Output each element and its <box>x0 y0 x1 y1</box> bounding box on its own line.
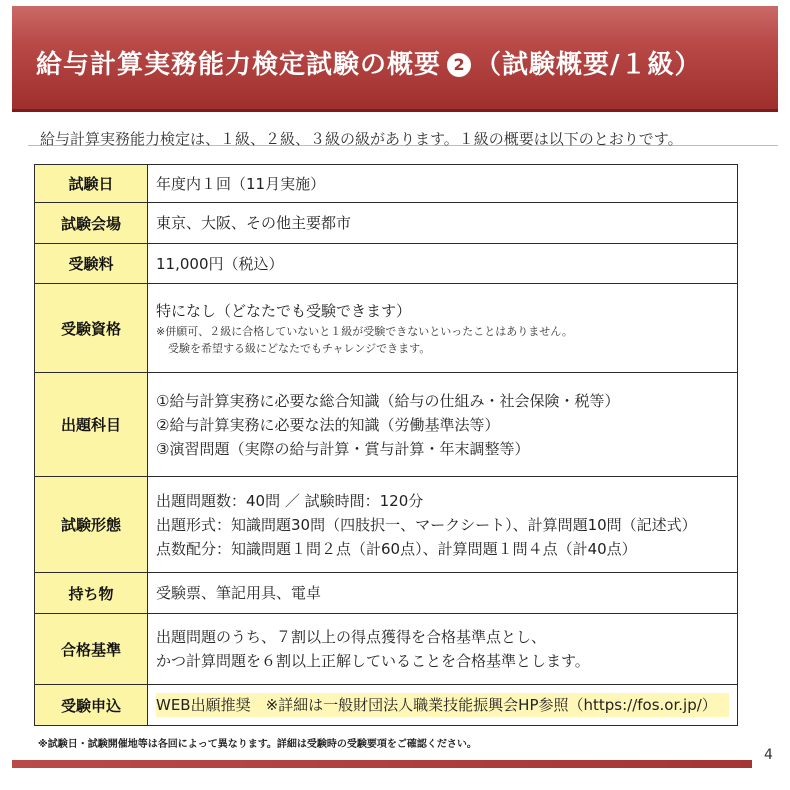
row-label: 合格基準 <box>35 614 148 685</box>
page-title <box>36 44 702 81</box>
value-line: かつ計算問題を６割以上正解していることを合格基準とします。 <box>156 652 590 670</box>
table-row <box>35 477 738 573</box>
value-line: WEB出願推奨 ※詳細は一般財団法人職業技能振興会HP参照（https://fos.or.jp/） <box>156 693 729 717</box>
row-value <box>148 614 738 685</box>
table-row <box>35 685 738 726</box>
value-line: 出題問題のうち、７割以上の得点獲得を合格基準点とし、 <box>156 628 547 646</box>
table-row <box>35 244 738 284</box>
table-row <box>35 284 738 373</box>
table-row <box>35 165 738 203</box>
row-label: 持ち物 <box>35 573 148 614</box>
value-line: 点数配分：知識問題１問２点（計60点）、計算問題１問４点（計40点） <box>156 539 637 558</box>
table-row <box>35 573 738 614</box>
row-label: 試験会場 <box>35 203 148 244</box>
row-value <box>148 284 738 373</box>
value-line: ①給与計算実務に必要な総合知識（給与の仕組み・社会保険・税等） <box>156 391 620 410</box>
row-label: 受験資格 <box>35 284 148 373</box>
value-line: ③演習問題（実際の給与計算・賞与計算・年末調整等） <box>156 439 530 458</box>
table-row <box>35 614 738 685</box>
footnote: ※試験日・試験開催地等は各回によって異なります。詳細は受験時の受験要項をご確認ください。 <box>38 739 477 750</box>
value-line: 出題問題数：40問 ／ 試験時間：120分 <box>156 491 424 510</box>
bottom-bar <box>12 760 752 768</box>
number-badge-icon: 2 <box>447 53 471 77</box>
value-line: 受験票、筆記用具、電卓 <box>156 584 322 602</box>
row-label: 試験形態 <box>35 477 148 573</box>
row-label: 受験料 <box>35 244 148 284</box>
value-line: 11,000円（税込） <box>156 254 284 273</box>
value-line: 年度内１回（11月実施） <box>156 174 326 193</box>
value-note: 受験を希望する級にどなたでもチャレンジできます。 <box>168 342 431 355</box>
row-label: 受験申込 <box>35 685 148 726</box>
row-value <box>148 203 738 244</box>
page-number: 4 <box>764 747 773 763</box>
value-line: 東京、大阪、その他主要都市 <box>156 214 352 232</box>
value-line: ②給与計算実務に必要な法的知識（労働基準法等） <box>156 415 500 434</box>
row-label: 試験日 <box>35 165 148 203</box>
title-text: 給与計算実務能力検定試験の概要 <box>36 50 442 80</box>
table-row <box>35 203 738 244</box>
overview-table <box>34 164 738 726</box>
title-subtext: （試験概要/１級） <box>475 50 702 80</box>
header-banner <box>12 6 778 112</box>
row-value <box>148 477 738 573</box>
value-line: 出題形式：知識問題30問（四肢択一、マークシート）、計算問題10問（記述式） <box>156 515 697 534</box>
intro-text: 給与計算実務能力検定は、１級、２級、３級の級があります。１級の概要は以下のとおりです。 <box>40 130 683 148</box>
row-label: 出題科目 <box>35 373 148 477</box>
table-row <box>35 373 738 477</box>
row-value <box>148 373 738 477</box>
value-line: 特になし（どなたでも受験できます） <box>156 302 412 320</box>
row-value <box>148 165 738 203</box>
row-value <box>148 685 738 726</box>
row-value <box>148 244 738 284</box>
value-note: ※併願可、２級に合格していないと１級が受験できないといったことはありません。 <box>156 325 573 338</box>
row-value <box>148 573 738 614</box>
